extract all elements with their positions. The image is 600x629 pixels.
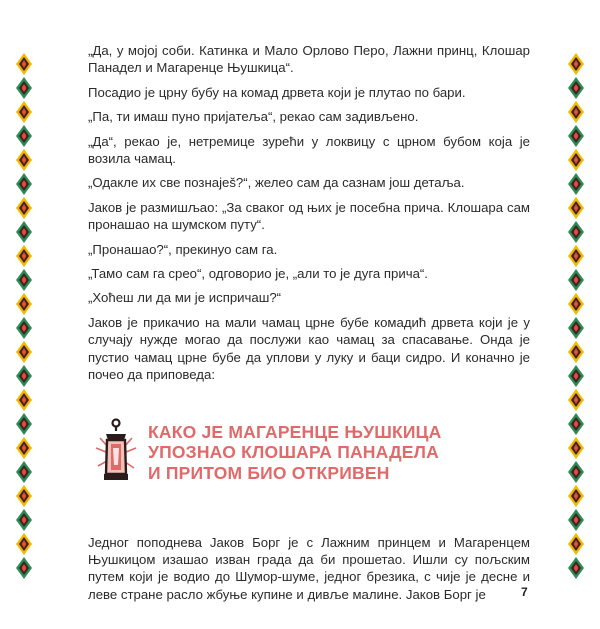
chapter-title — [148, 422, 441, 484]
diamond-ornament-icon — [15, 172, 33, 196]
paragraph-9: „Хоћеш ли да ми је испричаш?“ — [88, 290, 282, 306]
diamond-ornament-icon — [567, 412, 585, 436]
paragraph-6: Јаков је размишљао: „За сваког од њих је посебна прича. Клошара сам пронашао на шумском путу“. — [88, 199, 530, 233]
chapter-heading — [88, 418, 530, 484]
chapter-title-line-1: КАКО ЈЕ МАГАРЕНЦЕ ЊУШКИЦА — [148, 421, 442, 442]
paragraph-2: Посадио је црну бубу на комад дрвета који је плутао по бари. — [88, 84, 466, 100]
diamond-ornament-icon — [15, 52, 33, 76]
diamond-ornament-icon — [15, 196, 33, 220]
diamond-ornament-icon — [15, 124, 33, 148]
diamond-ornament-icon — [15, 316, 33, 340]
diamond-ornament-icon — [15, 220, 33, 244]
diamond-ornament-icon — [15, 460, 33, 484]
page-content — [88, 42, 530, 610]
left-border-ornaments — [14, 52, 34, 580]
chapter-title-line-3: И ПРИТОМ БИО ОТКРИВЕН — [148, 462, 390, 483]
diamond-ornament-icon — [567, 436, 585, 460]
diamond-ornament-icon — [15, 508, 33, 532]
diamond-ornament-icon — [567, 52, 585, 76]
diamond-ornament-icon — [567, 220, 585, 244]
diamond-ornament-icon — [15, 292, 33, 316]
diamond-ornament-icon — [567, 556, 585, 580]
diamond-ornament-icon — [567, 100, 585, 124]
page-number: 7 — [521, 585, 528, 599]
diamond-ornament-icon — [15, 244, 33, 268]
paragraph-5: „Одакле их све познаješ?“, желео сам да сазнам још детаља. — [88, 175, 465, 191]
diamond-ornament-icon — [15, 532, 33, 556]
diamond-ornament-icon — [15, 364, 33, 388]
diamond-ornament-icon — [567, 244, 585, 268]
diamond-ornament-icon — [567, 484, 585, 508]
diamond-ornament-icon — [567, 532, 585, 556]
diamond-ornament-icon — [15, 100, 33, 124]
diamond-ornament-icon — [567, 172, 585, 196]
paragraph-3: „Па, ти имаш пуно пријатеља“, рекао сам задивљено. — [88, 109, 419, 125]
diamond-ornament-icon — [567, 460, 585, 484]
diamond-ornament-icon — [15, 412, 33, 436]
diamond-ornament-icon — [15, 556, 33, 580]
diamond-ornament-icon — [15, 388, 33, 412]
diamond-ornament-icon — [567, 364, 585, 388]
lantern-icon — [94, 418, 138, 484]
diamond-ornament-icon — [567, 316, 585, 340]
diamond-ornament-icon — [567, 340, 585, 364]
paragraph-8: „Тамо сам га срео“, одговорио је, „али то је дуга прича“. — [88, 266, 428, 282]
paragraph-4: „Да“, рекао је, нетремице зурећи у локвицу с црном бубом која је возила чамац. — [88, 133, 530, 167]
diamond-ornament-icon — [567, 268, 585, 292]
diamond-ornament-icon — [567, 508, 585, 532]
diamond-ornament-icon — [15, 148, 33, 172]
diamond-ornament-icon — [567, 148, 585, 172]
paragraph-after-heading: Једног поподнева Јаков Борг је с Лажним принцем и Магаренцем Њушкицом изашао изван града да би прошетао. Ишли су пољским путем који је водио до Шумор-шуме, једног брезика, с чије је десне и леве стране расло жбуње купине и дивље малине. Јаков Борг је — [88, 534, 530, 602]
paragraph-7: „Пронашао?“, прекинуо сам га. — [88, 241, 278, 257]
paragraph-10: Јаков је прикачио на мали чамац црне бубе комадић дрвета који је у случају нужде могао да послужи као чамац за спасавање. Онда је пустио чамац црне бубе да уплови у луку и баци сидро. И коначно је почео да приповеда: — [88, 314, 530, 383]
chapter-title-line-2: УПОЗНАО КЛОШАРА ПАНАДЕЛА — [148, 442, 439, 462]
diamond-ornament-icon — [15, 484, 33, 508]
diamond-ornament-icon — [567, 124, 585, 148]
right-border-ornaments — [566, 52, 586, 580]
diamond-ornament-icon — [567, 76, 585, 100]
diamond-ornament-icon — [567, 292, 585, 316]
diamond-ornament-icon — [567, 196, 585, 220]
diamond-ornament-icon — [15, 76, 33, 100]
diamond-ornament-icon — [15, 436, 33, 460]
diamond-ornament-icon — [15, 340, 33, 364]
paragraph-1: „Да, у мојој соби. Катинка и Мало Орлово Перо, Лажни принц, Клошар Панадел и Магаренце Њушкица“. — [88, 43, 530, 76]
diamond-ornament-icon — [15, 268, 33, 292]
diamond-ornament-icon — [567, 388, 585, 412]
